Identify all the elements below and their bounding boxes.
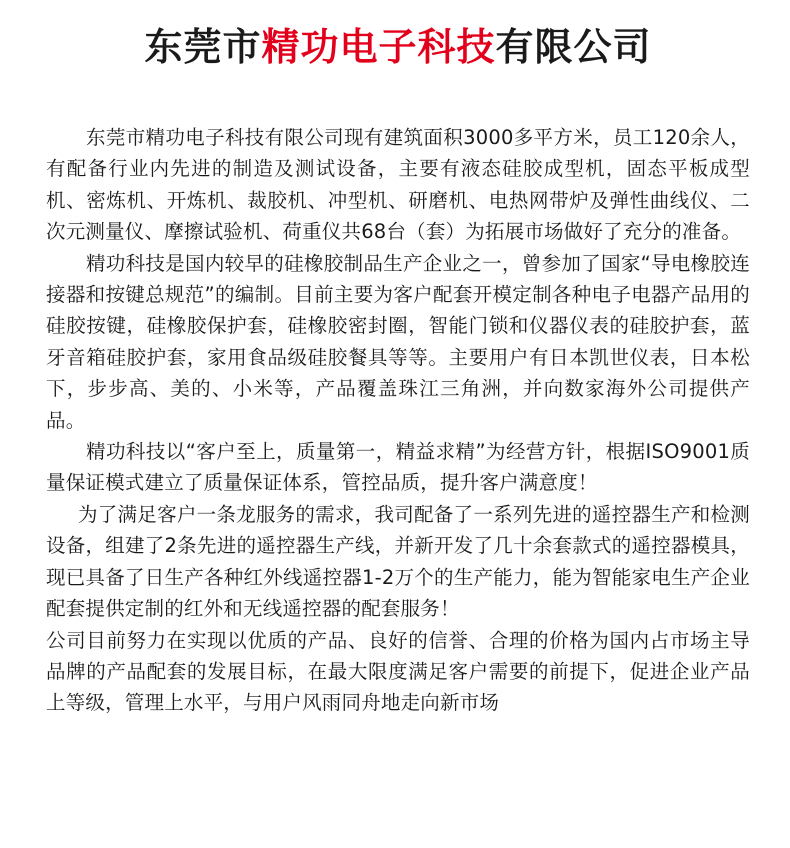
paragraph-goals: 公司目前努力在实现以优质的产品、良好的信誉、合理的价格为国内占市场主导品牌的产品配套的发展目标，在最大限度满足客户需要的前提下，促进企业产品上等级，管理上水平，与用户风雨同舟地走向新市场 bbox=[46, 628, 750, 715]
title-suffix: 有限公司 bbox=[495, 25, 652, 69]
paragraph-products: 精功科技是国内较早的硅橡胶制品生产企业之一，曾参加了国家“导电橡胶连接器和按键总规范”的编制。目前主要为客户配套开模定制各种电子电器产品用的硅胶按键，硅橡胶保护套，硅橡胶密封圈，智能门锁和仪器仪表的硅胶护套，蓝牙音箱硅胶护套，家用食品级硅胶餐具等等。主要用户有日本凯世仪表，日本松下，步步高、美的、小米等，产品覆盖珠江三角洲，并向数家海外公司提供产品。 bbox=[46, 251, 750, 432]
page-title bbox=[46, 0, 750, 84]
paragraph-facilities: 东莞市精功电子科技有限公司现有建筑面积3000多平方米，员工120余人， 有配备行业内先进的制造及测试设备，主要有液态硅胶成型机，固态平板成型机、密炼机、开炼机、裁胶机、冲型机、研磨机、电热网带炉及弹性曲线仪、二次元测量仪、摩擦试验机、荷重仪共68台（套）为拓展市场做好了充分的准备。 bbox=[46, 126, 750, 244]
profile-body bbox=[46, 122, 750, 719]
title-highlight: 精功电子科技 bbox=[261, 25, 496, 69]
paragraph-quality: 精功科技以“客户至上，质量第一，精益求精”为经营方针，根据ISO9001质量保证模式建立了质量保证体系，管控品质，提升客户满意度！ bbox=[46, 440, 750, 495]
paragraph-remote-control: 为了满足客户一条龙服务的需求，我司配备了一系列先进的遥控器生产和检测设备，组建了2条先进的遥控器生产线，并新开发了几十余套款式的遥控器模具，现已具备了日生产各种红外线遥控器1-2万个的生产能力，能为智能家电生产企业配套提供定制的红外和无线遥控器的配套服务！ bbox=[46, 502, 750, 621]
title-prefix: 东莞市 bbox=[144, 25, 262, 69]
